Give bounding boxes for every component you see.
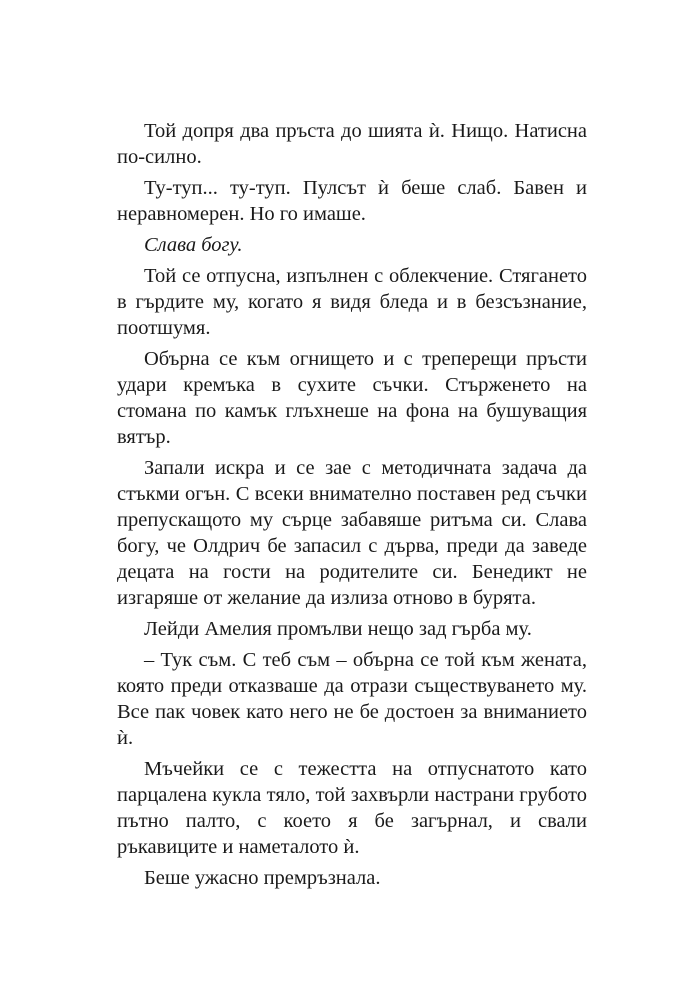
paragraph: Беше ужасно премръзнала.	[144, 867, 381, 889]
paragraph: Той се отпусна, изпълнен с облекчение. Стягането в гърдите му, когато я видя бледа и в безсъзнание, поотшумя.	[117, 265, 587, 339]
paragraph: Мъчейки се с тежестта на отпуснатото като парцалена кукла тяло, той захвърли настрани грубото пътно палто, с което я бе загърнал, и свали ръкавиците и наметалото ѝ.	[117, 758, 587, 858]
paragraph: Ту-туп... ту-туп. Пулсът ѝ беше слаб. Бавен и неравномерен. Но го имаше.	[117, 177, 587, 225]
paragraph: – Тук съм. С теб съм – обърна се той към жената, която преди отказваше да отрази съществуването му. Все пак човек като него не бе достоен за вниманието ѝ.	[117, 649, 587, 749]
paragraph: Лейди Амелия промълви нещо зад гърба му.	[144, 618, 532, 640]
paragraph: Запали искра и се зае с методичната задача да стъкми огън. С всеки внимателно поставен ред съчки препускащото му сърце забавяше ритъма си. Слава богу, че Олдрич бе запасил с дърва, преди да заведе децата на гости на родителите си. Бенедикт не изгаряше от желание да излиза отново в бурята.	[117, 457, 587, 609]
paragraph-italic: Слава богу.	[144, 234, 243, 256]
paragraph: Обърна се към огнището и с треперещи пръсти удари кремъка в сухите съчки. Стърженето на стомана по камък глъхнеше на фона на бушуващия вятър.	[117, 348, 587, 448]
paragraph: Той допря два пръста до шията ѝ. Нищо. Натисна по-силно.	[117, 120, 587, 168]
book-page-text	[117, 118, 587, 896]
